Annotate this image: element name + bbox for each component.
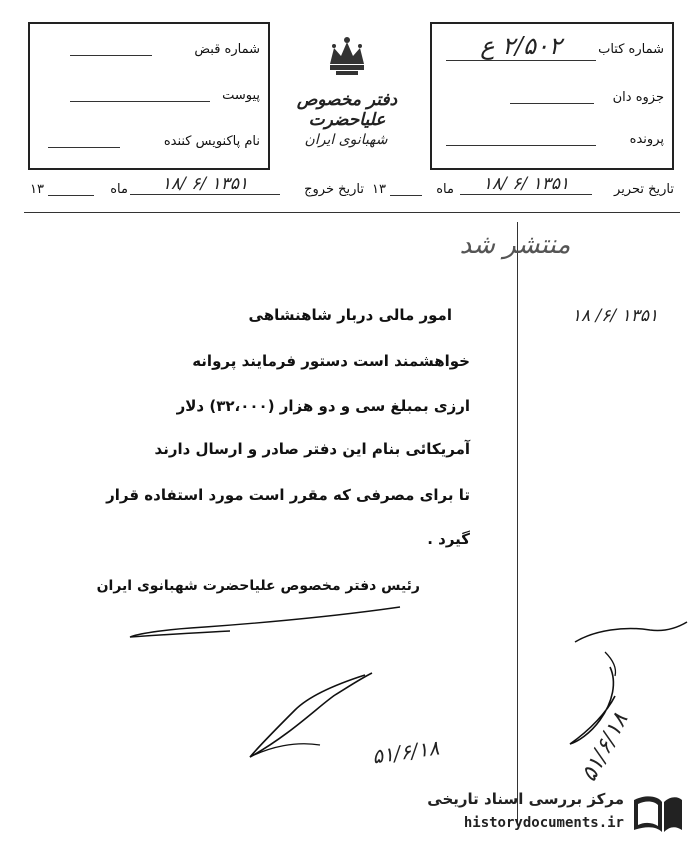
part-label: جزوه دان <box>612 90 664 105</box>
right-signature <box>555 612 695 762</box>
draft-date-value: ۱۸/ ۶/ ۱۳۵۱ <box>482 174 570 194</box>
draft-date-label: تاریخ تحریر <box>614 182 674 197</box>
typist-field <box>130 134 260 149</box>
file-label: پرونده <box>629 132 664 147</box>
receipt-no-line <box>70 55 152 56</box>
receipt-no-field <box>150 42 260 57</box>
body-line-5: گیرد . <box>427 530 470 548</box>
recipient: امور مالی دربار شاهنشاهی <box>248 306 452 324</box>
crown-emblem <box>322 34 372 78</box>
draft-date-line <box>460 194 592 195</box>
office-title: دفتر مخصوص علیاحضرت <box>296 90 398 130</box>
margin-note: منتشر شد <box>459 230 571 260</box>
body-line-3: آمریکائی بنام این دفتر صادر و ارسال دارند <box>154 440 470 458</box>
body-line-1: خواهشمند است دستور فرمایند پروانه <box>192 352 470 370</box>
right-signature-date: ۵۱/۶/۱۸ <box>576 709 634 786</box>
exit-date-value: ۱۸/ ۶/ ۱۳۵۱ <box>161 174 249 194</box>
file-line <box>446 145 596 146</box>
typist-line <box>48 147 120 148</box>
typist-label: نام پاکنویس کننده <box>163 134 260 149</box>
office-subtitle: شهبانوی ایران <box>304 132 388 148</box>
exit-month-label: ماه <box>110 182 128 197</box>
watermark-org: مرکز بررسی اسناد تاریخی <box>427 790 624 808</box>
header-rule <box>24 212 680 213</box>
attachment-line <box>70 101 210 102</box>
left-signature-date: ۵۱/۶/۱۸ <box>370 735 441 769</box>
margin-date: ۱۸ /۶/ ۱۳۵۱ <box>571 306 659 326</box>
watermark-logo-icon <box>628 788 686 838</box>
signatory-title: رئیس دفتر مخصوص علیاحضرت شهبانوی ایران <box>96 578 420 594</box>
attachment-label: پیوست <box>222 88 260 103</box>
draft-year-prefix: ۱۳ <box>372 182 386 197</box>
exit-date-line <box>130 194 280 195</box>
exit-year-line <box>48 195 94 196</box>
exit-year-prefix: ۱۳ <box>30 182 44 197</box>
letter-no-value: ۲/۵۰۲ ع <box>480 32 562 60</box>
letter-no-label: شماره کتاب <box>598 42 664 57</box>
part-line <box>510 103 594 104</box>
letter-no-line <box>446 60 596 61</box>
draft-year-line <box>390 195 422 196</box>
draft-month-label: ماه <box>436 182 454 197</box>
margin-rule <box>517 222 518 822</box>
body-line-2: ارزی بمبلغ سی و دو هزار (۳۲،۰۰۰) دلار <box>176 397 470 415</box>
receipt-no-label: شماره قبض <box>194 42 260 57</box>
exit-date-label: تاریخ خروج <box>304 182 364 197</box>
left-signature <box>110 595 440 765</box>
watermark-url: historydocuments.ir <box>463 815 624 831</box>
body-line-4: تا برای مصرفی که مقرر است مورد استفاده قرار <box>106 486 470 504</box>
